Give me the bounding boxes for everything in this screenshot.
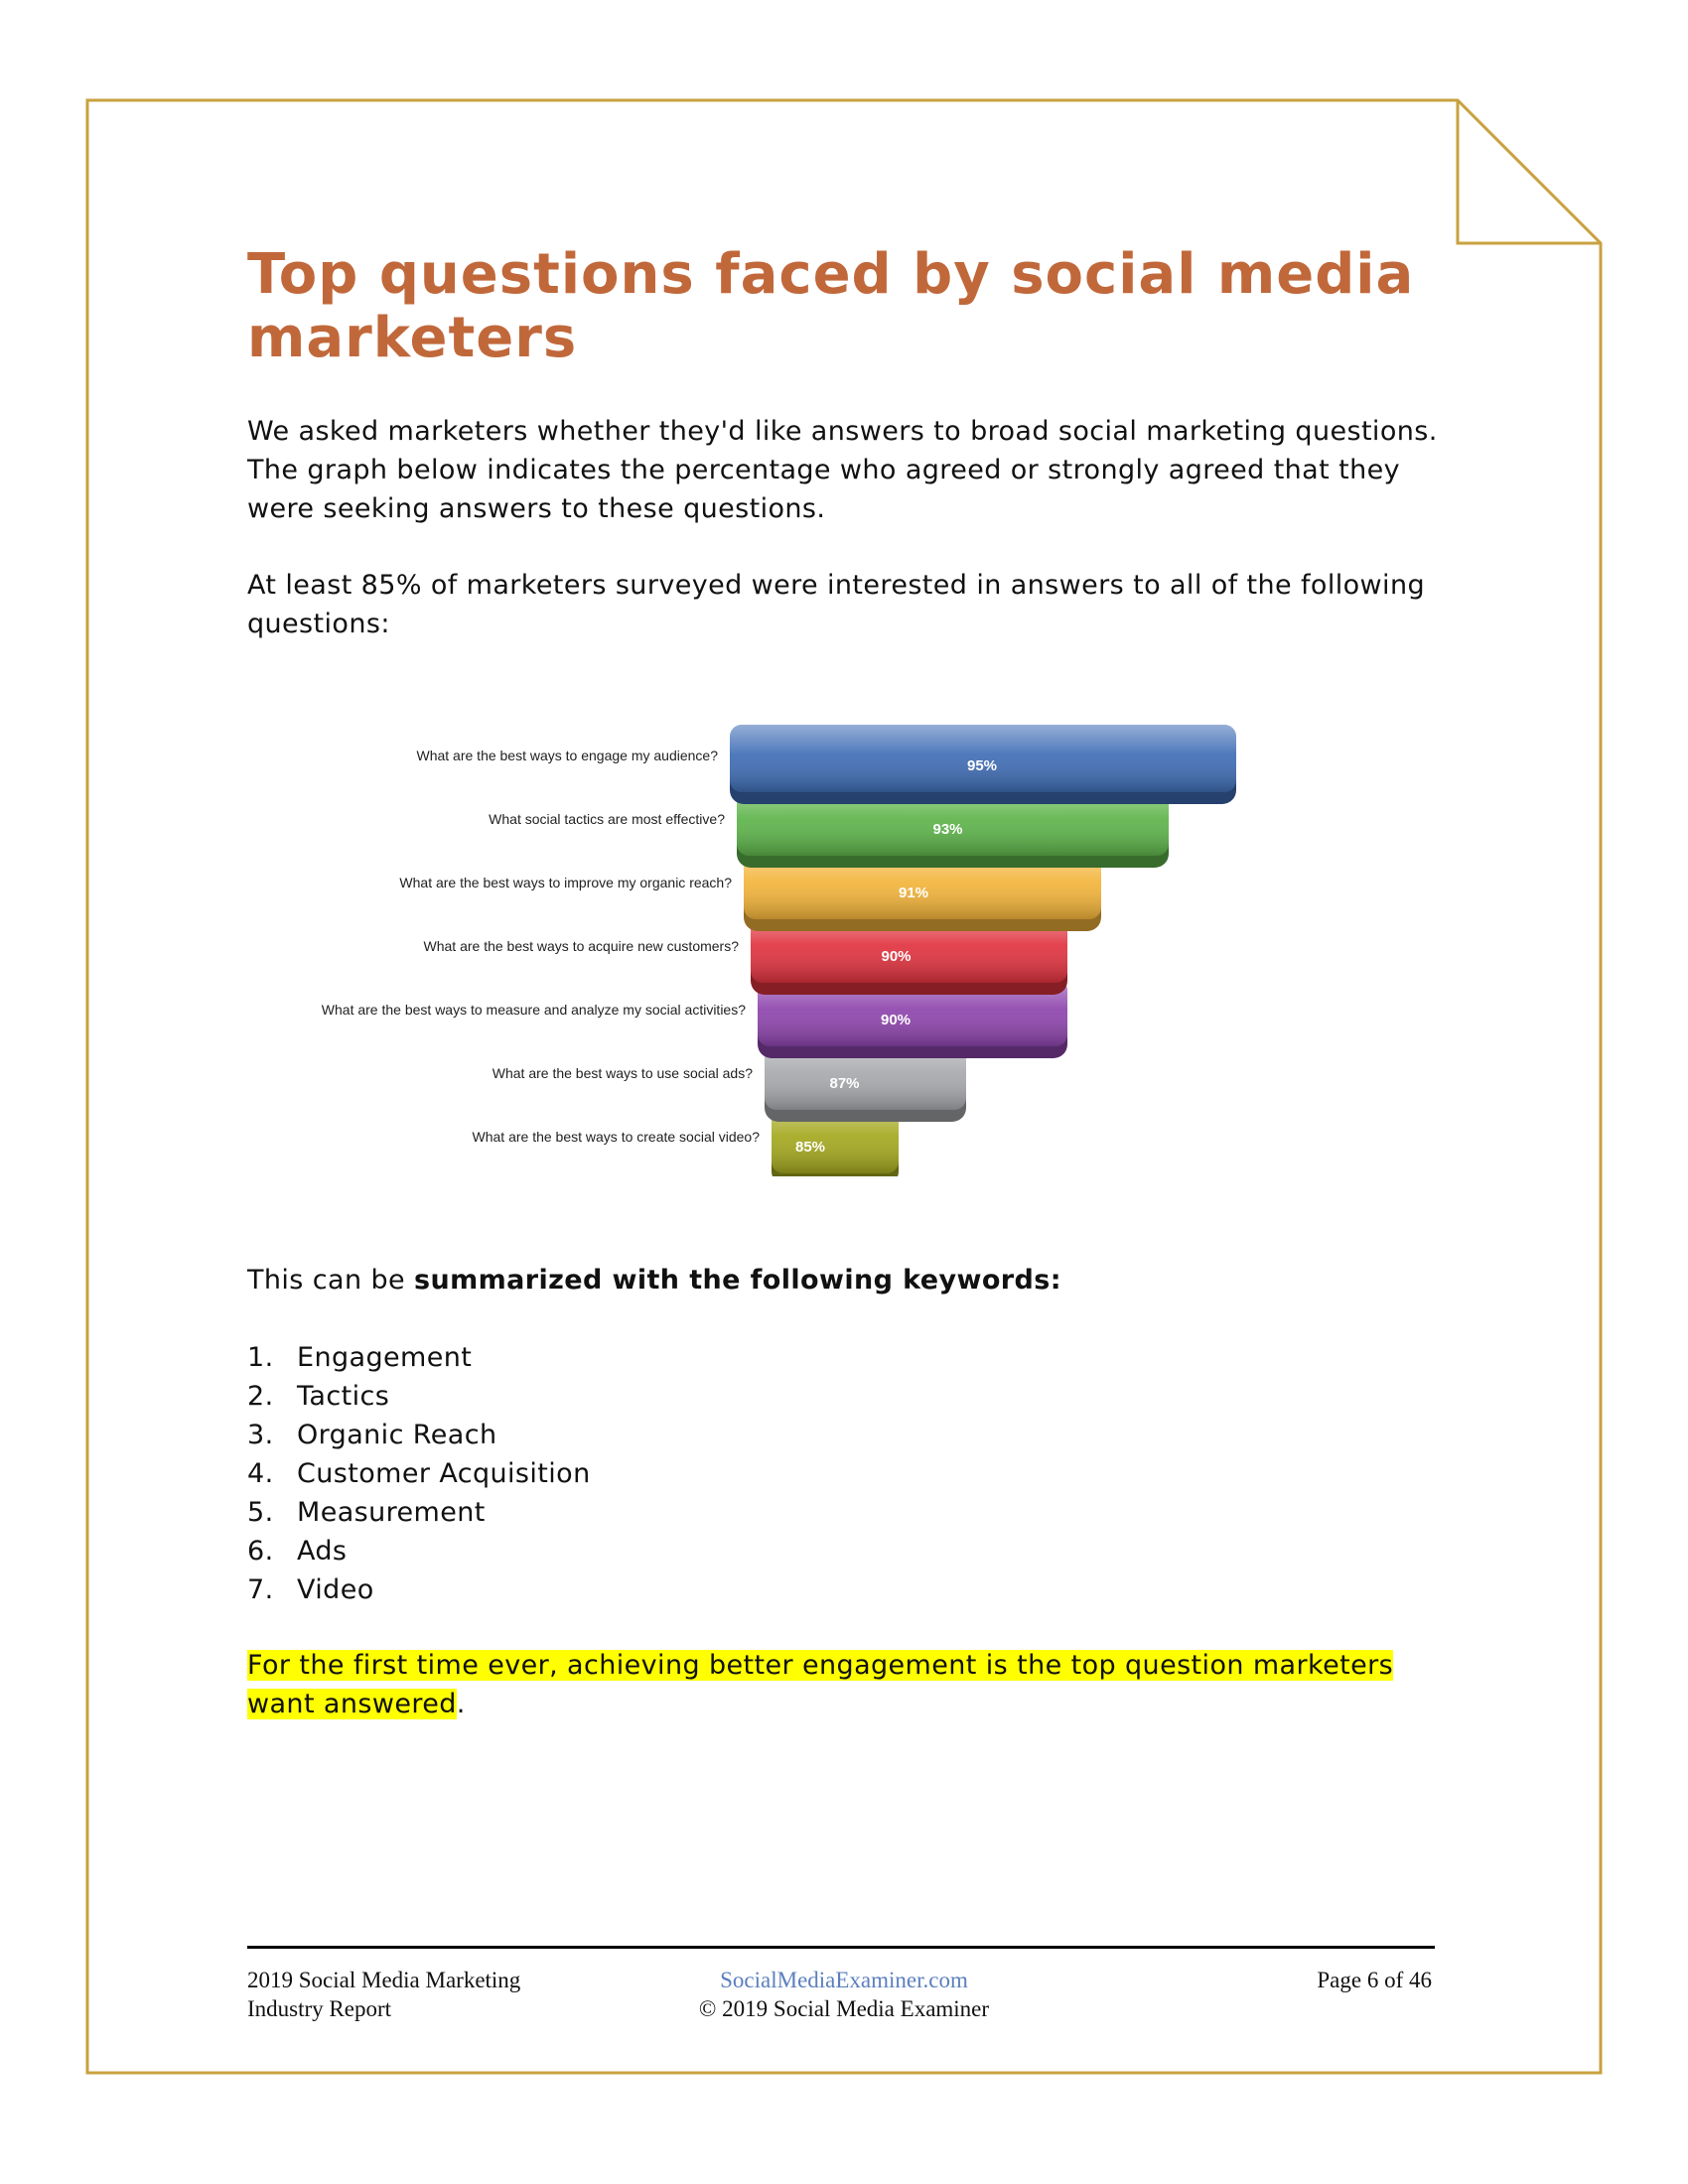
footer-site-link[interactable]: SocialMediaExaminer.com [720, 1968, 968, 1992]
list-number: 6. [247, 1536, 274, 1567]
list-item [247, 1377, 591, 1416]
questions-bar-chart [238, 710, 1430, 1176]
list-item [247, 1338, 591, 1377]
highlighted-text: For the first time ever, achieving better engagement is the top question marketers want answered [247, 1650, 1394, 1719]
footer-report-name [247, 1966, 644, 2023]
category-label: What are the best ways to engage my audience? [416, 748, 718, 763]
bar-data-label: 90% [881, 948, 912, 965]
bar-data-label: 93% [932, 821, 963, 838]
keyword-label: Measurement [297, 1497, 486, 1528]
keyword-label: Organic Reach [297, 1420, 497, 1450]
list-number: 3. [247, 1420, 274, 1450]
list-number: 1. [247, 1342, 274, 1373]
bar-data-label: 91% [899, 885, 929, 901]
category-label: What social tactics are most effective? [489, 811, 725, 827]
keyword-label: Customer Acquisition [297, 1458, 591, 1489]
summary-bold: summarized with the following keywords: [413, 1265, 1061, 1296]
footer-report-line-1: 2019 Social Media Marketing [247, 1968, 521, 1992]
bar-data-label: 85% [795, 1139, 826, 1156]
category-label: What are the best ways to measure and analyze my social activities? [321, 1002, 746, 1018]
category-label: What are the best ways to use social ads? [492, 1065, 753, 1081]
keyword-label: Tactics [297, 1381, 390, 1412]
list-item [247, 1532, 591, 1570]
list-number: 2. [247, 1381, 274, 1412]
list-number: 5. [247, 1497, 274, 1528]
bar-1 [730, 725, 1236, 804]
keyword-list [247, 1338, 591, 1609]
bar-data-label: 90% [881, 1012, 912, 1028]
category-label: What are the best ways to acquire new customers? [423, 938, 739, 954]
summary-prefix: This can be [247, 1265, 414, 1296]
category-label: What are the best ways to improve my organic reach? [399, 875, 732, 890]
footer-report-line-2: Industry Report [247, 1996, 392, 2021]
summary-sentence [247, 1261, 1439, 1299]
list-item [247, 1416, 591, 1454]
keyword-label: Ads [297, 1536, 348, 1567]
list-number: 4. [247, 1458, 274, 1489]
highlight-paragraph [247, 1646, 1439, 1723]
footer-copyright: © 2019 Social Media Examiner [698, 1996, 990, 2021]
list-item [247, 1570, 591, 1609]
footer-divider [247, 1946, 1435, 1949]
intro-paragraph-2: At least 85% of marketers surveyed were interested in answers to all of the following questions: [247, 570, 1425, 639]
bar-data-label: 87% [829, 1075, 860, 1092]
footer-center [596, 1966, 1092, 2023]
footer-page-number: Page 6 of 46 [1317, 1968, 1432, 1992]
highlight-suffix: . [456, 1689, 466, 1719]
list-item [247, 1454, 591, 1493]
keyword-label: Engagement [297, 1342, 473, 1373]
page-title: Top questions faced by social media marketers [247, 242, 1415, 370]
list-item [247, 1493, 591, 1532]
bar-data-label: 95% [967, 757, 998, 774]
list-number: 7. [247, 1574, 274, 1605]
keyword-label: Video [297, 1574, 374, 1605]
intro-paragraph: We asked marketers whether they'd like answers to broad social marketing questions. The graph below indicates the percentage who agreed or strongly agreed that they were seeking answers to these questions. [247, 416, 1438, 524]
category-label: What are the best ways to create social video? [472, 1129, 760, 1145]
